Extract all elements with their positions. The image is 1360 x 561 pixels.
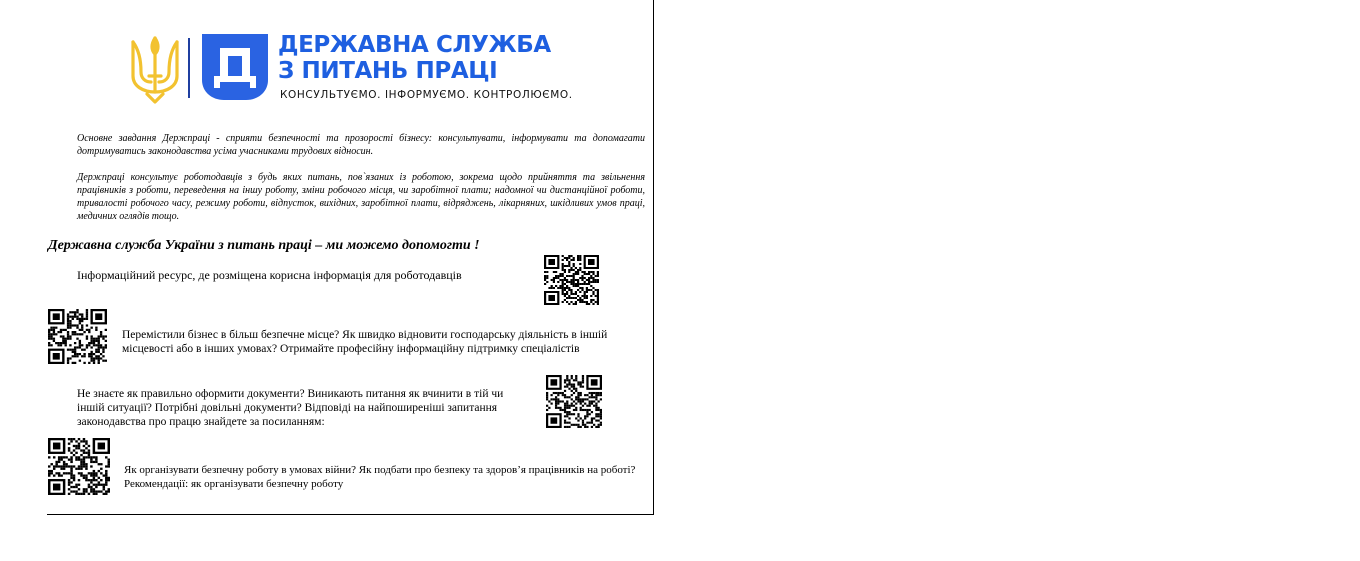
brand-title-line2: З ПИТАНЬ ПРАЦІ	[278, 58, 498, 84]
trident-icon	[127, 32, 183, 106]
header-divider	[188, 38, 190, 98]
qr-code-icon[interactable]	[546, 375, 602, 428]
intro-paragraph-2: Держпраці консультує роботодавців з будь яких питань, пов`язаних із роботою, зокрема щодо прийняття та звільнення працівників з роботи, переведення на іншу роботу, зміни робочого місця, чи заробітної плати; надомної чи дистанційної роботи, тривалості робочого часу, режиму роботи, відпусток, вихідних, заробітної плати, відряджень, лікарняних, шкідливих умов праці, медичних оглядів тощо.	[77, 172, 645, 222]
item-text-2: Перемістили бізнес в більш безпечне місце? Як швидко відновити господарську діяльність в іншій місцевості або в інших умовах? Отримайте професійну інформаційну підтримку спеціалістів	[122, 329, 608, 355]
qr-code-icon[interactable]	[544, 255, 599, 305]
brand-title-line1: ДЕРЖАВНА СЛУЖБА	[278, 32, 551, 58]
item-text-1: Інформаційний ресурс, де розміщена корисна інформація для роботодавців	[77, 268, 462, 282]
intro-paragraph-1: Основне завдання Держпраці - сприяти безпечності та прозорості бізнесу: консультувати, інформувати та допомагати дотримуватись законодавства усіма учасниками трудових відносин.	[77, 133, 645, 157]
logo-letter-d-icon	[202, 34, 268, 102]
brand-title	[278, 32, 551, 84]
qr-code-icon[interactable]	[48, 309, 107, 364]
item-text-3: Не знаєте як правильно оформити документи? Виникають питання як вчинити в тій чи іншій ситуації? Потрібні довільні документи? Відповіді на найпоширеніші запитання законодавства про працю знайдете за посиланням:	[77, 388, 504, 428]
headline: Державна служба України з питань праці – ми можемо допомогти !	[48, 238, 480, 253]
qr-code-icon[interactable]	[48, 438, 110, 495]
item-text-4: Як організувати безпечну роботу в умовах війни? Як подбати про безпеку та здоров’я працівників на роботі? Рекомендації: як організувати безпечну роботу	[124, 464, 636, 490]
brand-slogan: КОНСУЛЬТУЄМО. ІНФОРМУЄМО. КОНТРОЛЮЄМО.	[280, 89, 573, 101]
